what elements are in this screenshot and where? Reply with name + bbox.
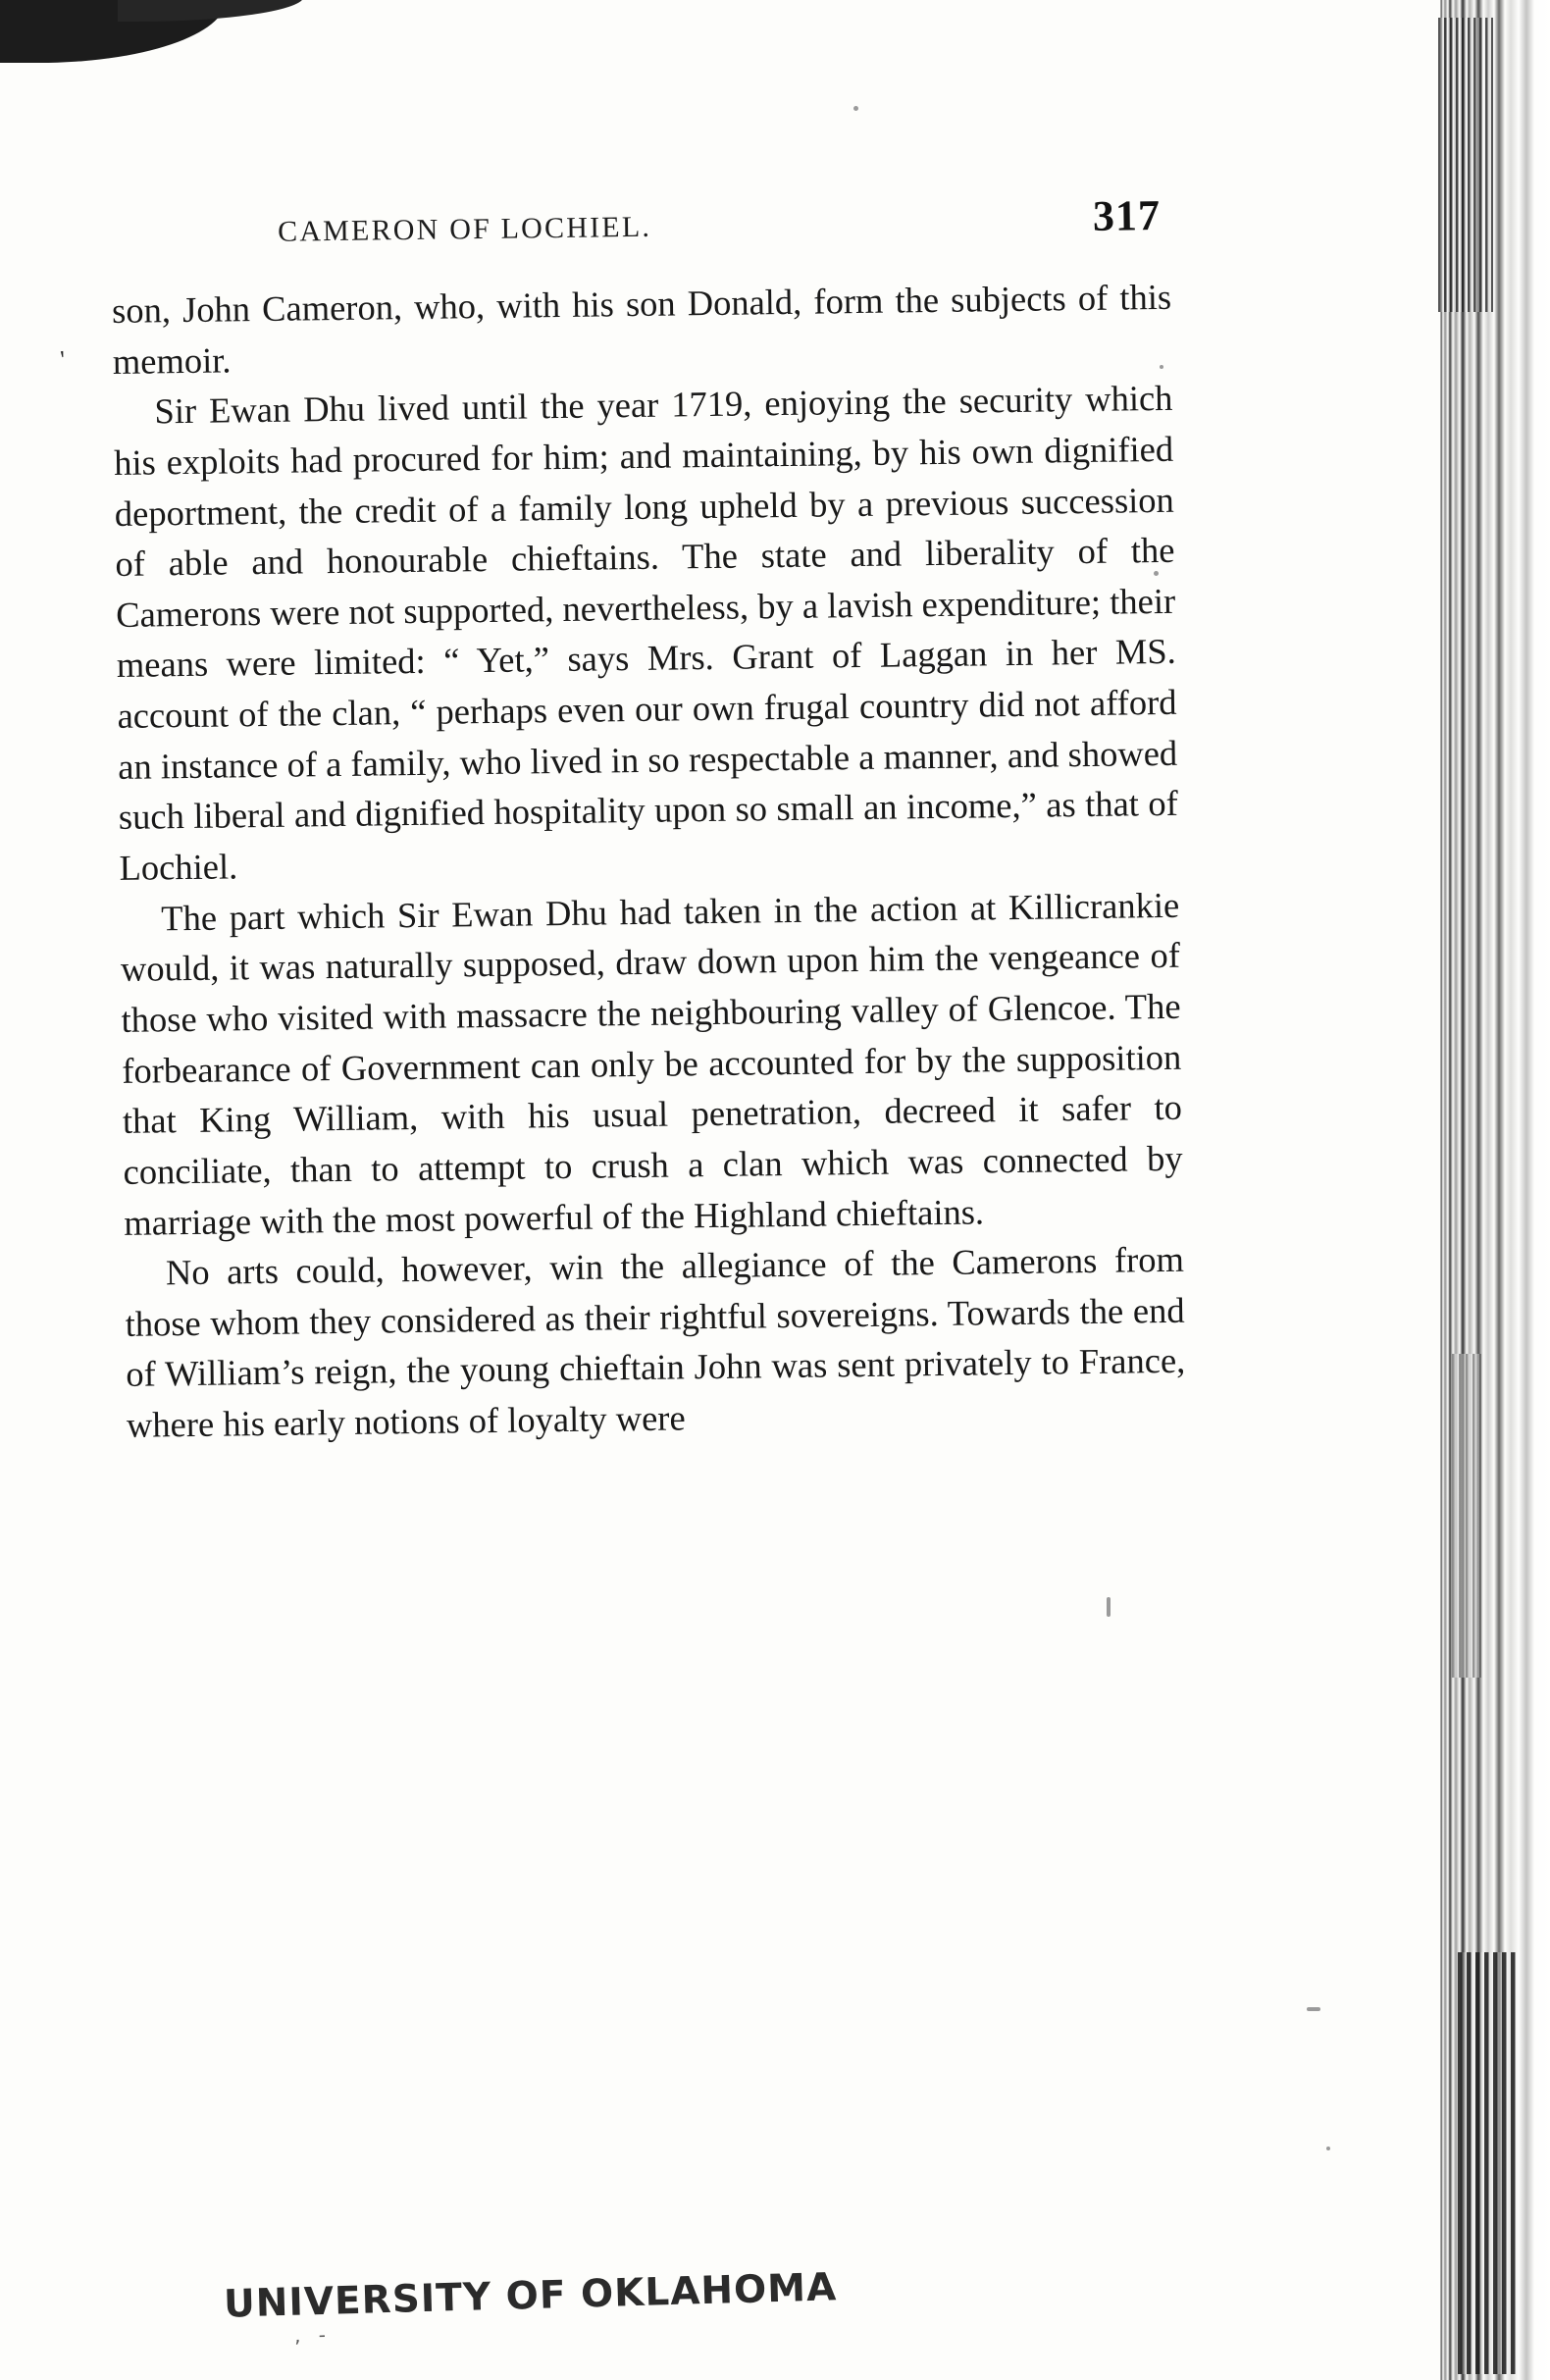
running-head-title: CAMERON OF LOCHIEL. [277,210,652,248]
paragraph-text: Sir Ewan Dhu lived until the year 1719, enjoying the security which his exploits had procured for him; and maintaining, by his own dignified deportment, the credit of a family long upheld by a previous succession of able and honourable chieftains. The state and liberality of the Camerons were not supported, nevertheless, by a lavish expenditure; their means were limited: “ Yet,” says Mrs. Grant of Laggan in her MS. account of the clan, “ perhaps even our own frugal country did not afford an instance of a family, who lived in so respectable a manner, and showed such liberal and dignified hospitality upon so small an income,” as that of Lochiel. [113,378,1179,888]
scan-speck [1326,2147,1330,2150]
scan-speck [1107,1597,1111,1617]
page-edge-band-middle [1452,1354,1481,1678]
running-head [111,190,1171,254]
paragraph [125,1234,1187,1451]
paragraph-indent [120,930,161,931]
library-stamp-subtext: , - [293,2322,333,2348]
paragraph [112,272,1172,387]
scan-speck [1307,2007,1320,2011]
paragraph-text: The part which Sir Ewan Dhu had taken in the action at Killicrankie would, it was naturally supposed, draw down upon him the vengeance of those who visited with massacre the neighbouring valley of Glencoe. The forbearance of Government can only be accounted for by the supposition that King William, with his usual penetration, decreed it safer to conciliate, than to attempt to crush a clan which was connected by marriage with the most powerful of the Highland chieftains. [120,884,1183,1243]
paragraph-indent [114,424,155,425]
paragraph-text: son, John Cameron, who, with his son Donald, form the subjects of this memoir. [111,276,1172,382]
page-number: 317 [1092,190,1162,240]
paragraph [120,879,1184,1248]
paragraph-text: No arts could, however, win the allegiance of the Camerons from those whom they considered as their rightful sovereigns. Towards the end of William’s reign, the young chieftain John was sent privately to France, where his early notions of loyalty were [125,1238,1186,1445]
page-edge-band-top [1438,18,1493,312]
page-edge-band-bottom [1458,1952,1519,2374]
library-stamp-text: UNIVERSITY OF OKLAHOMA [223,2265,838,2327]
paragraph-indent [125,1285,166,1286]
margin-tick-mark: ' [58,344,68,375]
page-text-column [108,0,1186,1451]
paragraph [113,373,1179,893]
